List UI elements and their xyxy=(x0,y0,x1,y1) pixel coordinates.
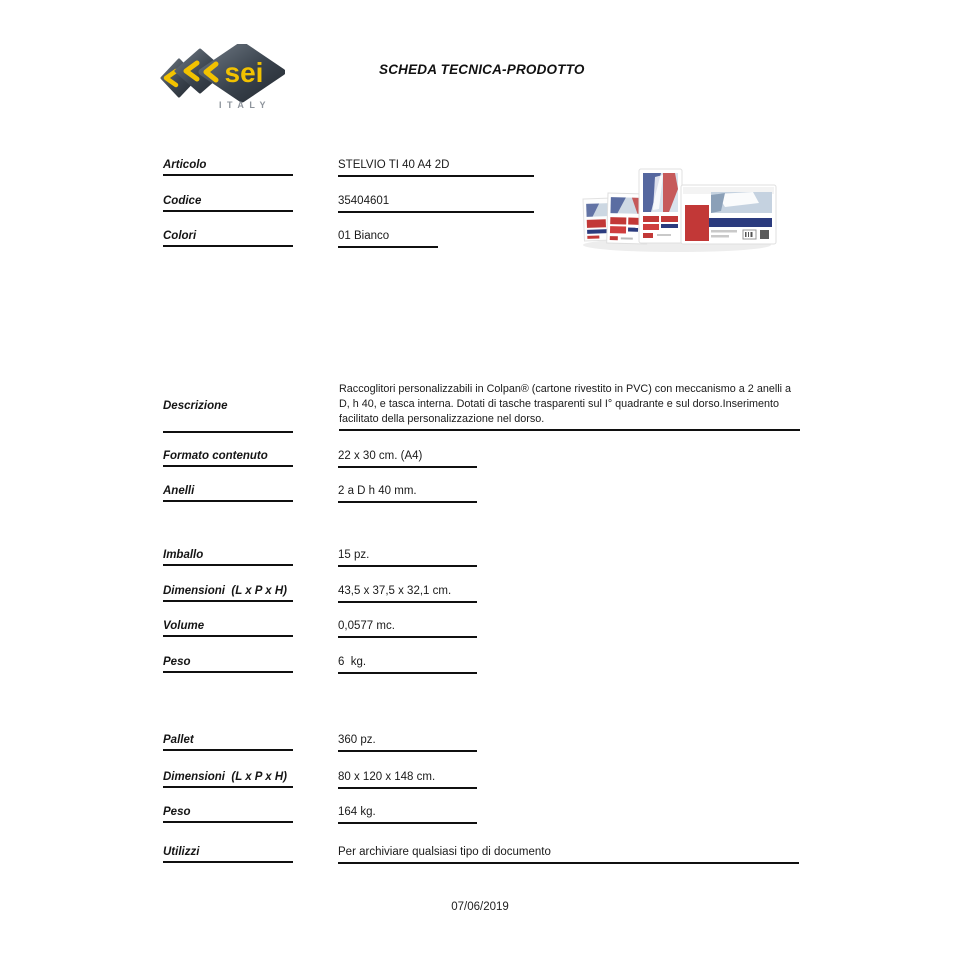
field-value-utilizzi: Per archiviare qualsiasi tipo di documento xyxy=(338,846,799,864)
field-value-dimensioni-pallet: 80 x 120 x 148 cm. xyxy=(338,771,477,789)
field-value-dimensioni-imballo: 43,5 x 37,5 x 32,1 cm. xyxy=(338,585,477,603)
field-label-dimensioni-pallet: Dimensioni (L x P x H) xyxy=(163,771,293,788)
field-label-codice: Codice xyxy=(163,195,293,212)
logo-country-label: ITALY xyxy=(219,100,272,110)
field-label-utilizzi: Utilizzi xyxy=(163,846,293,863)
field-value-anelli: 2 a D h 40 mm. xyxy=(338,485,477,503)
field-label-peso-imballo: Peso xyxy=(163,656,293,673)
field-label-peso-pallet: Peso xyxy=(163,806,293,823)
field-value-peso-pallet: 164 kg. xyxy=(338,806,477,824)
field-label-formato-contenuto: Formato contenuto xyxy=(163,450,293,467)
field-label-dimensioni-imballo: Dimensioni (L x P x H) xyxy=(163,585,293,602)
field-label-anelli: Anelli xyxy=(163,485,293,502)
field-value-colori: 01 Bianco xyxy=(338,230,438,248)
field-value-imballo: 15 pz. xyxy=(338,549,477,567)
field-label-articolo: Articolo xyxy=(163,159,293,176)
field-label-colori: Colori xyxy=(163,230,293,247)
field-value-formato-contenuto: 22 x 30 cm. (A4) xyxy=(338,450,477,468)
binder-tall xyxy=(639,169,682,243)
field-label-descrizione: Descrizione xyxy=(163,381,293,433)
binder-landscape xyxy=(681,185,776,244)
logo-brand-text: sei xyxy=(224,57,264,88)
page-title: SCHEDA TECNICA-PRODOTTO xyxy=(379,62,585,77)
field-label-pallet: Pallet xyxy=(163,734,293,751)
descrizione-underline xyxy=(339,429,800,431)
field-label-imballo: Imballo xyxy=(163,549,293,566)
field-value-pallet: 360 pz. xyxy=(338,734,477,752)
field-value-descrizione: Raccoglitori personalizzabili in Colpan® (cartone rivestito in PVC) con meccanismo a 2 anelli a D, h 40, e tasca interna. Dotati di tasche trasparenti sul I° quadrante e sul dorso.Inserimento facilitato della personalizzazione nel dorso. xyxy=(339,383,792,425)
product-photo-icon xyxy=(577,166,777,254)
field-value-articolo: STELVIO TI 40 A4 2D xyxy=(338,159,534,177)
field-value-codice: 35404601 xyxy=(338,195,534,213)
product-binders-photo xyxy=(577,166,777,254)
field-label-volume: Volume xyxy=(163,620,293,637)
document-date: 07/06/2019 xyxy=(451,901,509,913)
field-value-peso-imballo: 6 kg. xyxy=(338,656,477,674)
field-value-volume: 0,0577 mc. xyxy=(338,620,477,638)
